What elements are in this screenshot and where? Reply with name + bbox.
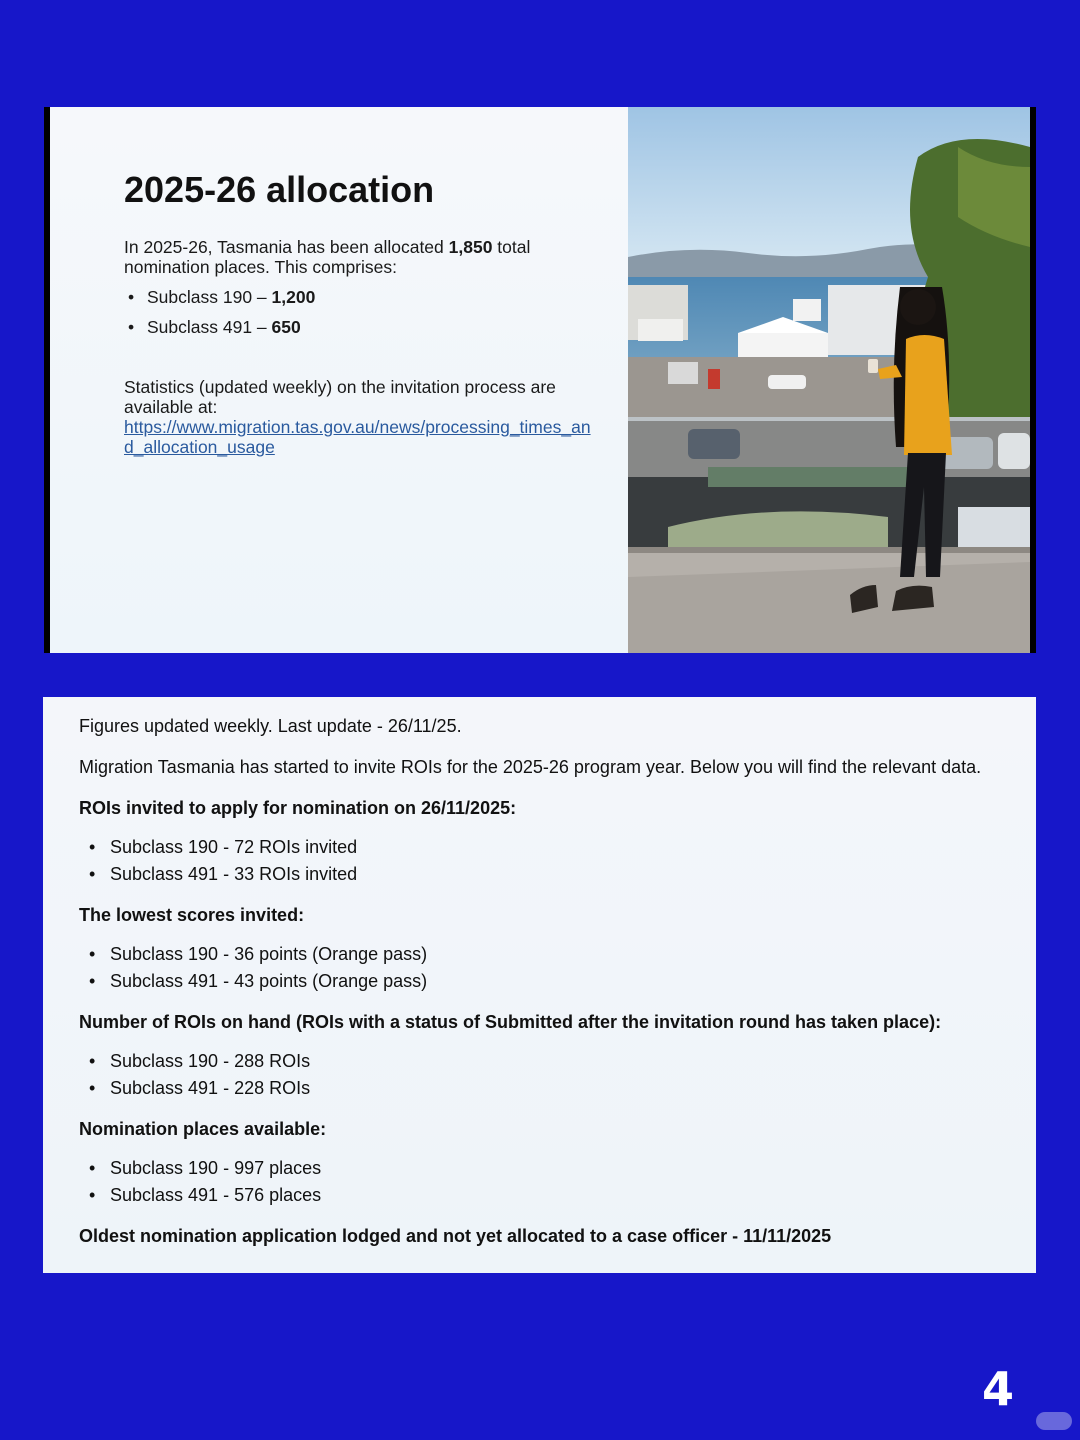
- invited-heading: ROIs invited to apply for nomination on 26/11/2025:: [79, 798, 517, 818]
- list-item: • Subclass 190 - 997 places: [79, 1155, 1029, 1182]
- allocation-slide: [44, 107, 1036, 653]
- places-available-list: [79, 1155, 1029, 1208]
- invited-list: [79, 834, 1029, 887]
- total-places: 1,850: [448, 237, 493, 257]
- statistics-text: Statistics (updated weekly) on the invitation process are available at: https://www.migration.tas.gov.au/news/processing_times_and_allocation_usage: [124, 377, 591, 457]
- oldest-application-text: Oldest nomination application lodged and not yet allocated to a case officer - 11/11/2025: [79, 1226, 832, 1246]
- list-item: • Subclass 491 - 33 ROIs invited: [79, 861, 1029, 888]
- rois-on-hand-list: [79, 1048, 1029, 1101]
- lowest-scores-heading: The lowest scores invited:: [79, 905, 305, 925]
- waterfront-photo: [628, 107, 1030, 653]
- last-update-text: Figures updated weekly. Last update - 26/11/25.: [79, 716, 462, 736]
- slide-text-area: [50, 107, 628, 653]
- list-item: • Subclass 491 - 228 ROIs: [79, 1075, 1029, 1102]
- list-item: • Subclass 190 – 1,200: [124, 287, 594, 307]
- invitation-data-panel: [43, 697, 1036, 1273]
- rois-on-hand-heading: Number of ROIs on hand (ROIs with a status of Submitted after the invitation round has taken place):: [79, 1012, 942, 1032]
- list-item: • Subclass 491 - 43 points (Orange pass): [79, 968, 1029, 995]
- list-item: • Subclass 491 – 650: [124, 317, 594, 337]
- allocation-list: [124, 287, 594, 337]
- panel-intro: Migration Tasmania has started to invite ROIs for the 2025-26 program year. Below you will find the relevant data.: [79, 757, 982, 777]
- list-item: • Subclass 491 - 576 places: [79, 1182, 1029, 1209]
- list-item: • Subclass 190 - 72 ROIs invited: [79, 834, 1029, 861]
- slide-title: 2025-26 allocation: [124, 169, 435, 210]
- slide-body: [124, 237, 594, 457]
- list-item: • Subclass 190 - 36 points (Orange pass): [79, 941, 1029, 968]
- statistics-link[interactable]: https://www.migration.tas.gov.au/news/processing_times_and_allocation_usage: [124, 417, 591, 457]
- allocation-intro: In 2025-26, Tasmania has been allocated 1,850 total nomination places. This comprises:: [124, 237, 531, 277]
- list-item: • Subclass 190 - 288 ROIs: [79, 1048, 1029, 1075]
- page-number: 4: [982, 1362, 1015, 1416]
- watermark-badge: [1036, 1412, 1072, 1430]
- places-available-heading: Nomination places available:: [79, 1119, 327, 1139]
- lowest-scores-list: [79, 941, 1029, 994]
